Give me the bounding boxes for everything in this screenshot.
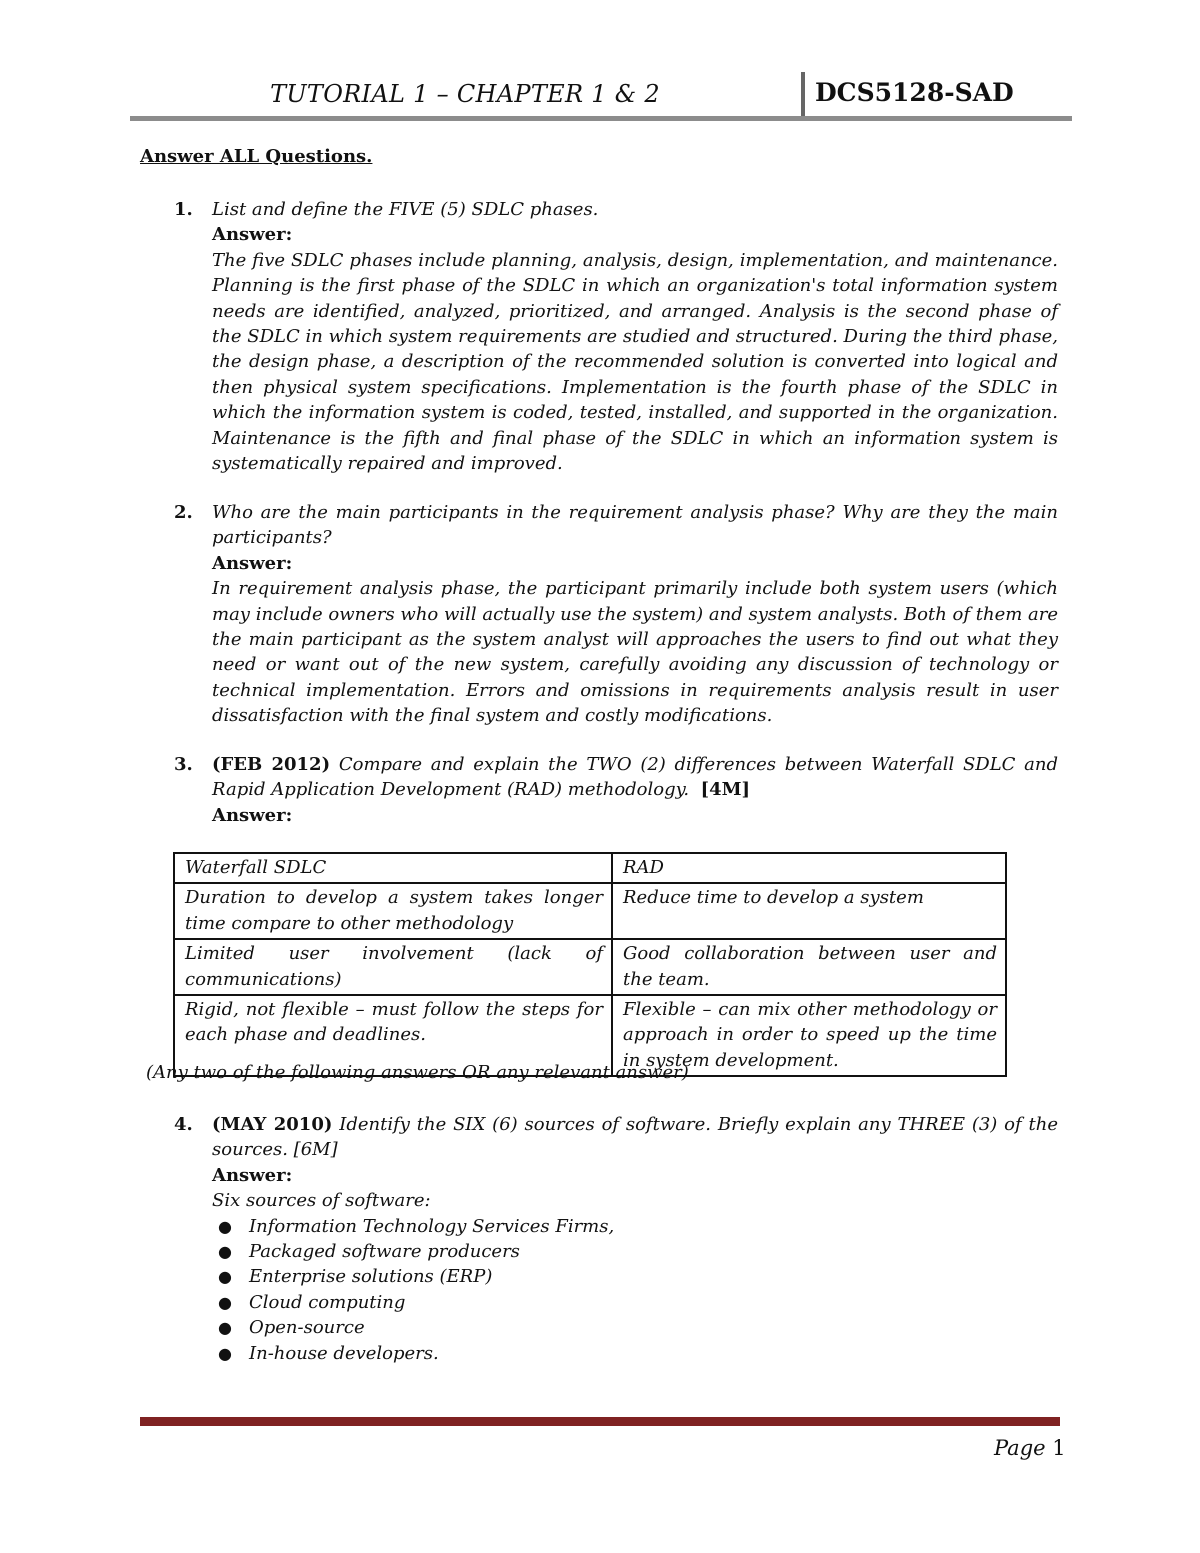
instructions: Answer ALL Questions.: [140, 146, 373, 167]
bullet-icon: ●: [218, 1292, 232, 1312]
answer-text: The five SDLC phases include planning, analysis, design, implementation, and maintenance. Planning is the first phase of the SDLC in which an organization's total information system needs are identified, analyzed, prioritized, and arranged. Analysis is the second phase of the SDLC in which system requirements are studied and structured. During the third phase, the design phase, a description of the recommended solution is converted into logical and then physical system specifications. Implementation is the fourth phase of the SDLC in which the information system is coded, tested, installed, and supported in the organization. Maintenance is the fifth and final phase of the SDLC in which an information system is systematically repaired and improved.: [212, 249, 1058, 475]
list-item: ● In-house developers.: [174, 1341, 1058, 1366]
list-item: ● Open-source: [174, 1315, 1058, 1340]
page-number: [994, 1436, 1066, 1460]
table-note: (Any two of the following answers OR any relevant answer): [146, 1062, 689, 1083]
question-4: [174, 1112, 1058, 1366]
comparison-table: [173, 852, 1007, 1077]
question-text: List and define the FIVE (5) SDLC phases.: [212, 199, 599, 220]
footer-rule: [140, 1417, 1060, 1426]
table-cell: Good collaboration between user and the team.: [612, 939, 1006, 995]
question-2: [174, 500, 1058, 729]
document-title: TUTORIAL 1 – CHAPTER 1 & 2: [270, 80, 660, 108]
question-text: Identify the SIX (6) sources of software. Briefly explain any THREE (3) of the sources. [6M]: [212, 1114, 1058, 1161]
table-cell: Limited user involvement (lack of communications): [174, 939, 612, 995]
table-header-cell: RAD: [612, 853, 1006, 883]
course-code: DCS5128-SAD: [815, 78, 1014, 107]
page-label: Page: [994, 1436, 1046, 1460]
table-row: [174, 883, 1006, 939]
bullet-icon: ●: [218, 1216, 232, 1236]
question-3: [174, 752, 1058, 828]
header-rule: [130, 116, 1072, 121]
answer-intro: Six sources of software:: [212, 1190, 431, 1212]
list-item: ● Cloud computing: [174, 1290, 1058, 1315]
table-row: [174, 939, 1006, 995]
question-number: 3.: [174, 754, 193, 775]
answer-label: Answer:: [212, 224, 293, 246]
marks-badge: [4M]: [700, 779, 751, 801]
bullet-icon: ●: [218, 1267, 232, 1287]
answer-label: Answer:: [212, 804, 293, 826]
table-cell: Duration to develop a system takes longer time compare to other methodology: [174, 883, 612, 939]
bullet-icon: ●: [218, 1318, 232, 1338]
exam-tag: (MAY 2010): [212, 1114, 333, 1135]
page-number-value: 1: [1052, 1436, 1066, 1460]
list-item: ● Enterprise solutions (ERP): [174, 1264, 1058, 1289]
table-header-row: [174, 853, 1006, 883]
question-number: 1.: [174, 199, 193, 220]
table-cell: Rigid, not flexible – must follow the steps for each phase and deadlines.: [174, 995, 612, 1076]
answer-text: In requirement analysis phase, the participant primarily include both system users (which may include owners who will actually use the system) and system analysts. Both of them are the main participant as the system analyst will approaches the users to find out what they need or want out of the new system, carefully avoiding any discussion of technology or technical implementation. Errors and omissions in requirements analysis result in user dissatisfaction with the final system and costly modifications.: [212, 578, 1059, 727]
software-sources-list: [174, 1214, 1058, 1366]
table-cell: Flexible – can mix other methodology or approach in order to speed up the time in system development.: [612, 995, 1006, 1076]
question-text: Who are the main participants in the requirement analysis phase? Why are they the main participants?: [212, 502, 1058, 549]
list-item: ● Information Technology Services Firms,: [174, 1214, 1058, 1239]
exam-tag: (FEB 2012): [212, 754, 331, 775]
question-number: 2.: [174, 502, 193, 523]
question-number: 4.: [174, 1114, 193, 1135]
table-header-cell: Waterfall SDLC: [174, 853, 612, 883]
table-cell: Reduce time to develop a system: [612, 883, 1006, 939]
header-divider: [801, 72, 805, 116]
answer-label: Answer:: [212, 552, 293, 574]
bullet-icon: ●: [218, 1343, 232, 1363]
bullet-icon: ●: [218, 1242, 232, 1262]
question-1: [174, 197, 1058, 476]
list-item: ● Packaged software producers: [174, 1239, 1058, 1264]
question-text: Compare and explain the TWO (2) differences between Waterfall SDLC and Rapid Application Development (RAD) methodology.: [212, 754, 1058, 801]
answer-label: Answer:: [212, 1164, 293, 1186]
